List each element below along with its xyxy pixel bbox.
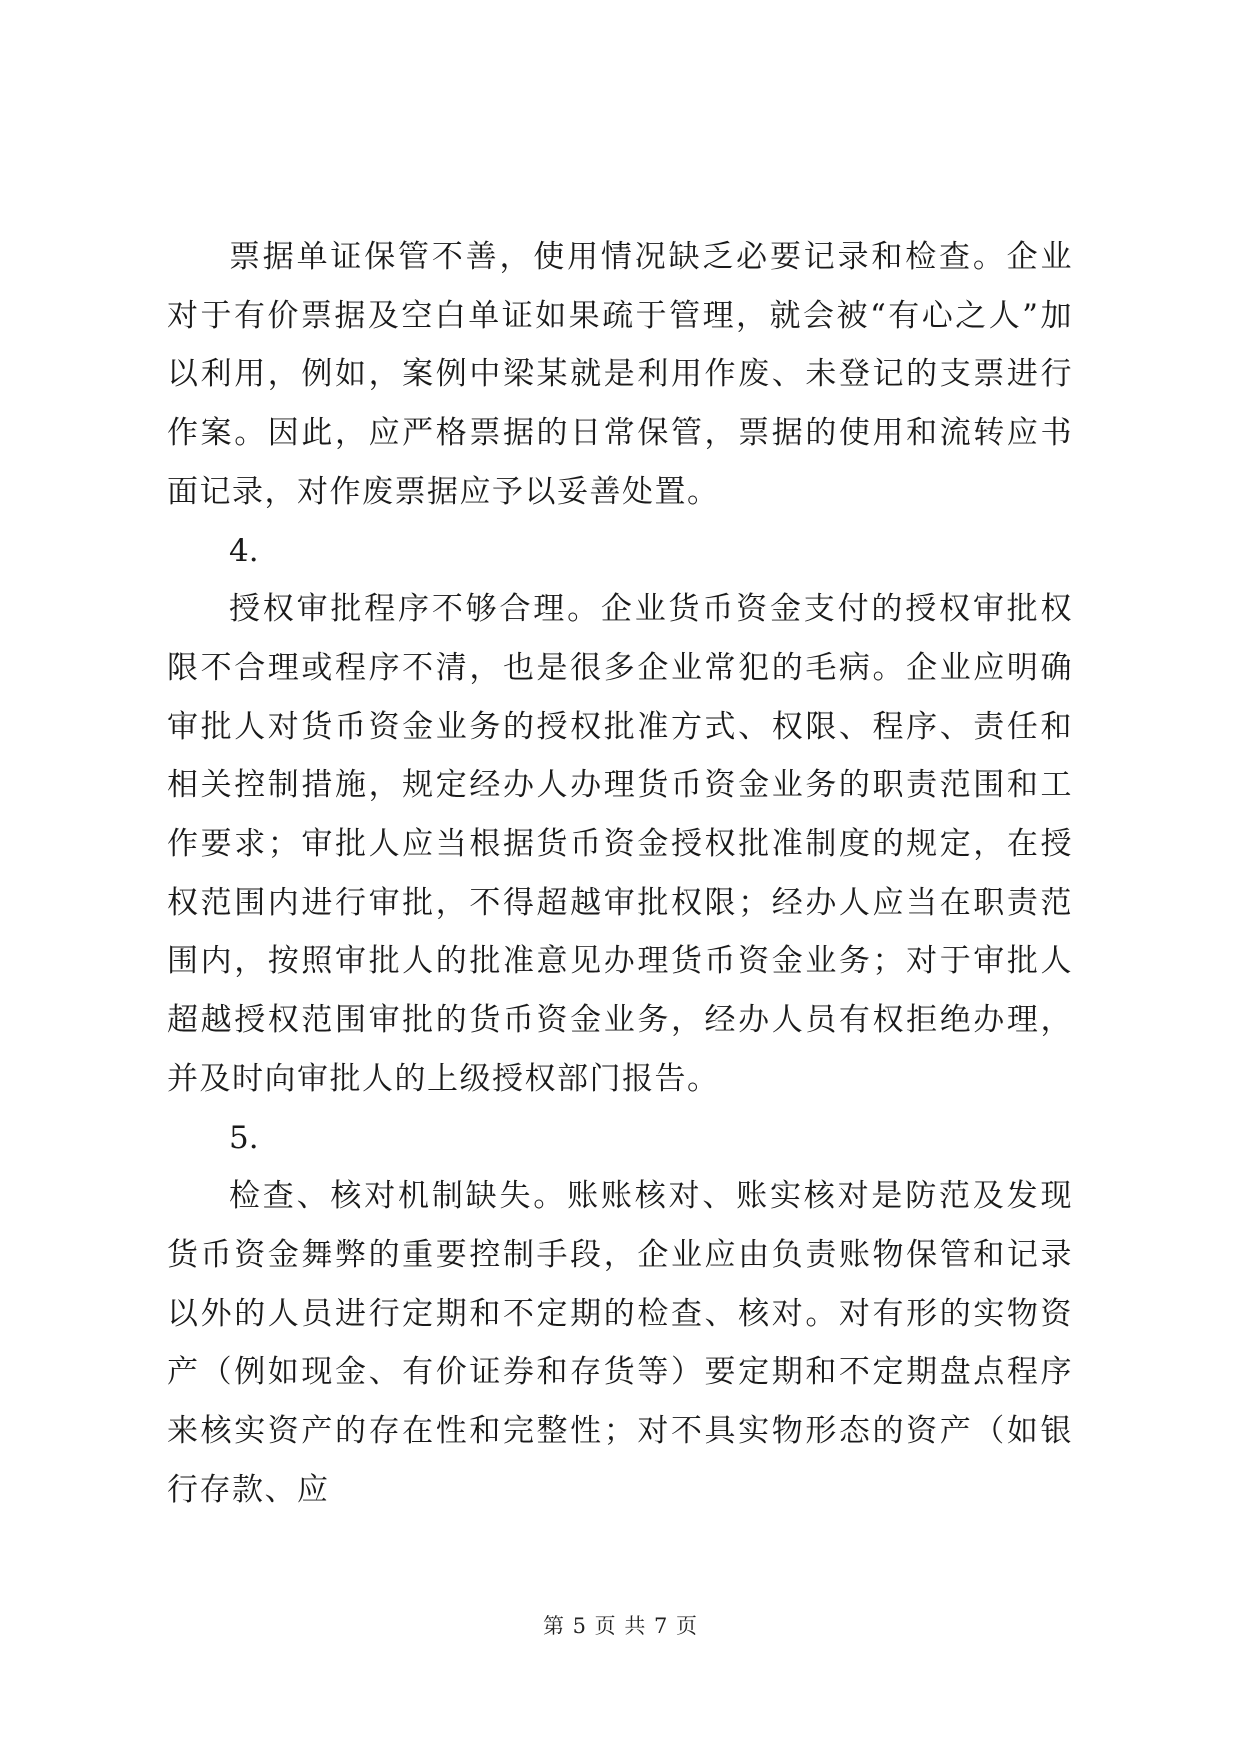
document-body	[167, 228, 1073, 1519]
paragraph-check-reconcile: 检查、核对机制缺失。账账核对、账实核对是防范及发现货币资金舞弊的重要控制手段，企业应由负责账物保管和记录以外的人员进行定期和不定期的检查、核对。对有形的实物资产（例如现金、有价证券和存货等）要定期和不定期盘点程序来核实资产的存在性和完整性；对不具实物形态的资产（如银行存款、应	[167, 1178, 1073, 1508]
page-footer: 第 5 页 共 7 页	[542, 1614, 699, 1638]
section-number-4: 4.	[229, 532, 259, 569]
section-number-5: 5.	[229, 1119, 259, 1156]
paragraph-authorization-approval: 授权审批程序不够合理。企业货币资金支付的授权审批权限不合理或程序不清，也是很多企业常犯的毛病。企业应明确审批人对货币资金业务的授权批准方式、权限、程序、责任和相关控制措施，规定经办人办理货币资金业务的职责范围和工作要求；审批人应当根据货币资金授权批准制度的规定，在授权范围内进行审批，不得超越审批权限；经办人应当在职责范围内，按照审批人的批准意见办理货币资金业务；对于审批人超越授权范围审批的货币资金业务，经办人员有权拒绝办理，并及时向审批人的上级授权部门报告。	[167, 591, 1073, 1097]
paragraph-bill-custody: 票据单证保管不善，使用情况缺乏必要记录和检查。企业对于有价票据及空白单证如果疏于管理，就会被“有心之人”加以利用，例如，案例中梁某就是利用作废、未登记的支票进行作案。因此，应严格票据的日常保管，票据的使用和流转应书面记录，对作废票据应予以妥善处置。	[167, 239, 1073, 510]
